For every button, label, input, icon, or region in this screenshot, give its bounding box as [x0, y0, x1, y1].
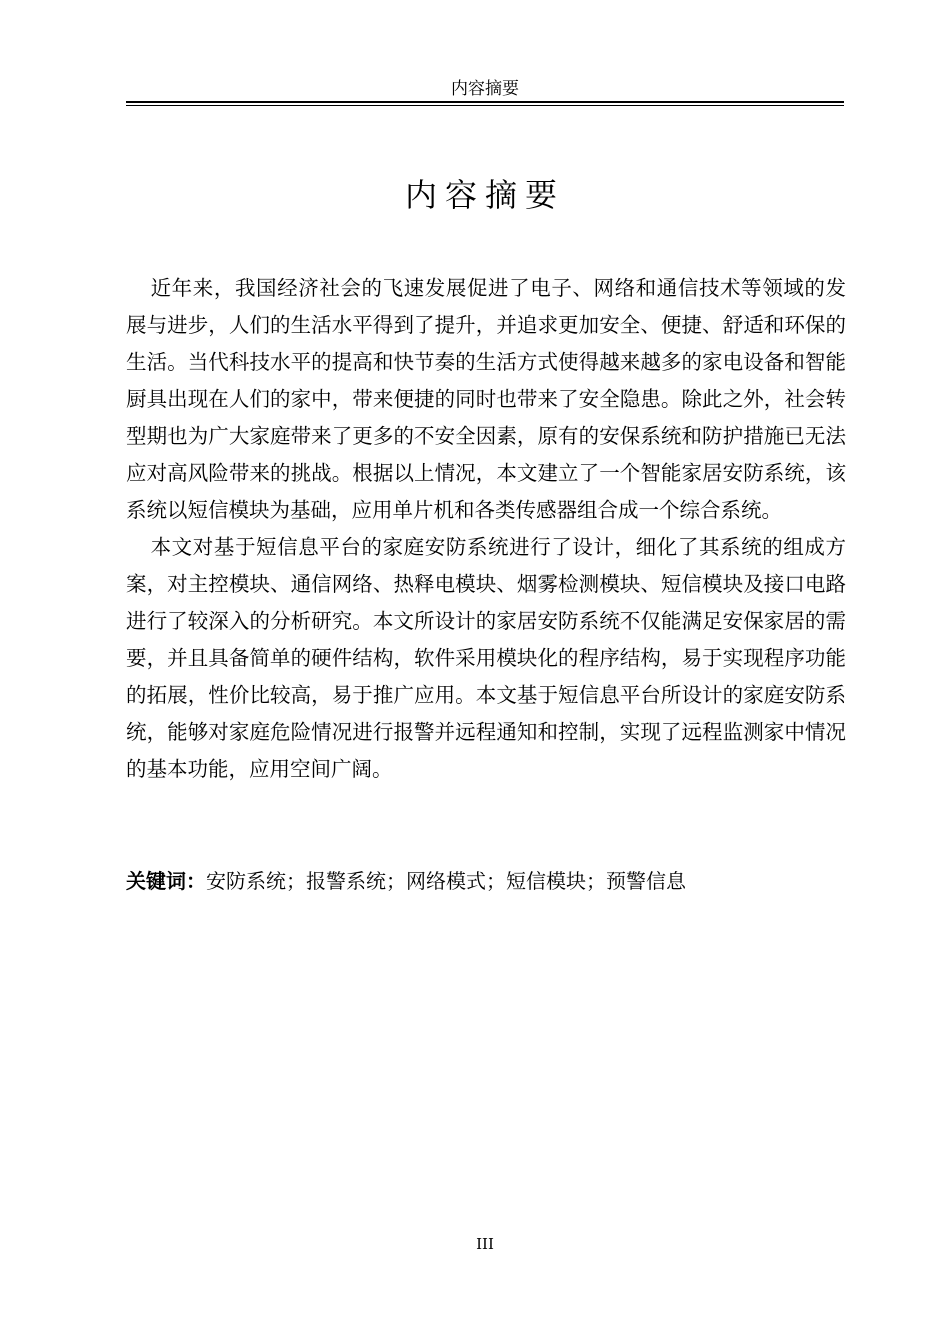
header-rule-thin	[126, 105, 844, 106]
keywords-label: 关键词：	[126, 869, 206, 893]
header-rule-thick	[126, 101, 844, 103]
page-number: III	[476, 1235, 494, 1253]
abstract-paragraph: 近年来，我国经济社会的飞速发展促进了电子、网络和通信技术等领域的发展与进步，人们的生活水平得到了提升，并追求更加安全、便捷、舒适和环保的生活。当代科技水平的提高和快节奏的生活方式使得越来越多的家电设备和智能厨具出现在人们的家中，带来便捷的同时也带来了安全隐患。除此之外，社会转型期也为广大家庭带来了更多的不安全因素，原有的安保系统和防护措施已无法应对高风险带来的挑战。根据以上情况，本文建立了一个智能家居安防系统，该系统以短信模块为基础，应用单片机和各类传感器组合成一个综合系统。	[126, 276, 846, 522]
page-title: 内容摘要	[404, 176, 565, 215]
keywords-text: 安防系统；报警系统；网络模式；短信模块；预警信息	[206, 869, 686, 893]
abstract-body	[126, 270, 846, 788]
running-header: 内容摘要	[451, 79, 519, 99]
abstract-paragraph: 本文对基于短信息平台的家庭安防系统进行了设计，细化了其系统的组成方案，对主控模块、通信网络、热释电模块、烟雾检测模块、短信模块及接口电路进行了较深入的分析研究。本文所设计的家居安防系统不仅能满足安保家居的需要，并且具备简单的硬件结构，软件采用模块化的程序结构，易于实现程序功能的拓展，性价比较高，易于推广应用。本文基于短信息平台所设计的家庭安防系统，能够对家庭危险情况进行报警并远程通知和控制，实现了远程监测家中情况的基本功能，应用空间广阔。	[126, 535, 846, 781]
keywords	[126, 864, 846, 898]
